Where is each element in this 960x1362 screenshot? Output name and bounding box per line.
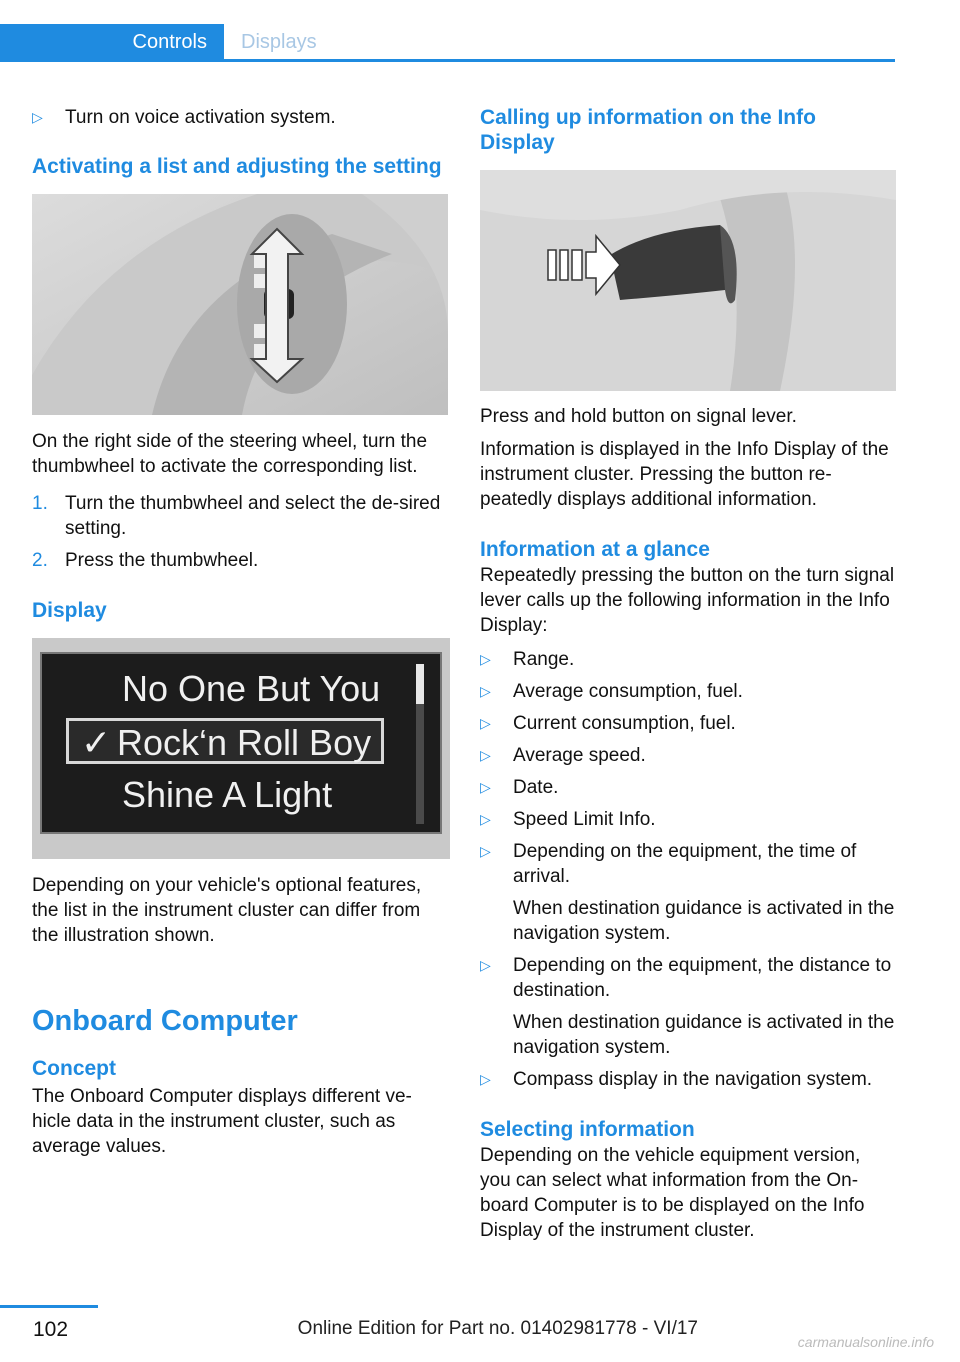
paragraph-info-displayed: Information is displayed in the Info Display of the instrument cluster. Pressing the button re-peatedly displays additional information.: [480, 439, 889, 510]
list-item: [480, 1067, 896, 1092]
heading-onboard-computer: Onboard Computer: [32, 1005, 298, 1037]
triangle-bullet-icon: ▷: [480, 683, 491, 699]
step-number: 2.: [32, 550, 48, 571]
heading-display: Display: [32, 599, 107, 622]
list-item: [480, 743, 896, 768]
triangle-bullet-icon: ▷: [480, 747, 491, 763]
bullet-subtext: When destination guidance is activated in the navigation system.: [513, 898, 895, 944]
watermark: carmanualsonline.info: [797, 1334, 934, 1350]
bullet-text: Speed Limit Info.: [513, 809, 656, 830]
display-item: Shine A Light: [122, 774, 333, 815]
bullet-text: Average speed.: [513, 745, 646, 766]
scrollbar-thumb: [416, 664, 424, 704]
bullet-text: Average consumption, fuel.: [513, 681, 743, 702]
info-bullet-list: [480, 647, 896, 1092]
heading-info-at-glance: Information at a glance: [480, 538, 710, 561]
display-item-label: Rock‘n Roll Boy: [117, 722, 372, 763]
paragraph-thumbwheel: On the right side of the steering wheel, turn the thumbwheel to activate the corresponding list.: [32, 431, 428, 477]
list-item: [480, 711, 896, 736]
step-number: 1.: [32, 493, 48, 514]
scrollbar-track: [416, 704, 424, 824]
list-item: [480, 775, 896, 800]
heading-calling-up-info: Calling up information on the Info Display: [480, 106, 816, 154]
triangle-bullet-icon: ▷: [480, 1071, 491, 1087]
paragraph-glance: Repeatedly pressing the button on the turn signal lever calls up the following information in the Info Display:: [480, 565, 895, 636]
steps-list: [32, 491, 450, 573]
list-item: [480, 807, 896, 832]
triangle-bullet-icon: ▷: [32, 109, 43, 125]
bullet-voice: [32, 105, 450, 130]
list-item: [480, 647, 896, 672]
checkmark-icon: ✓: [81, 722, 112, 763]
bullet-text: Current consumption, fuel.: [513, 713, 736, 734]
list-item: [480, 679, 896, 704]
right-column: [480, 100, 896, 1243]
signal-lever-image: [480, 170, 896, 391]
instrument-list-display-image: [32, 638, 450, 859]
bullet-text: Turn on voice activation system.: [65, 107, 336, 128]
bullet-subtext: When destination guidance is activated in the navigation system.: [513, 1012, 895, 1058]
bullet-text: Depending on the equipment, the distance to destination.: [513, 955, 892, 1001]
triangle-bullet-icon: ▷: [480, 715, 491, 731]
step-text: Turn the thumbwheel and select the de-sired setting.: [65, 493, 441, 539]
bullet-text: Range.: [513, 649, 575, 670]
paragraph-selecting: Depending on the vehicle equipment version, you can select what information from the On-board Computer is to be displayed on the Info Display of the instrument cluster.: [480, 1145, 865, 1241]
heading-concept: Concept: [32, 1057, 116, 1080]
triangle-bullet-icon: ▷: [480, 957, 491, 973]
triangle-bullet-icon: ▷: [480, 843, 491, 859]
triangle-bullet-icon: ▷: [480, 811, 491, 827]
tab-displays[interactable]: Displays: [241, 30, 317, 53]
heading-activating-list: Activating a list and adjusting the setting: [32, 155, 442, 178]
list-item: [480, 839, 896, 889]
bullet-text: Depending on the equipment, the time of arrival.: [513, 841, 857, 887]
list-item: [32, 548, 450, 573]
display-item: No One But You: [122, 668, 381, 709]
footer-rule: [0, 1305, 98, 1308]
bullet-text: Date.: [513, 777, 559, 798]
edition-note: Online Edition for Part no. 01402981778 - VI/17: [297, 1318, 698, 1339]
steering-wheel-thumbwheel-image: [32, 194, 450, 415]
chapter-tabs: [0, 24, 895, 62]
paragraph-depending: Depending on your vehicle's optional features, the list in the instrument cluster can differ from the illustration shown.: [32, 875, 422, 946]
list-item: [480, 953, 896, 1003]
triangle-bullet-icon: ▷: [480, 779, 491, 795]
step-text: Press the thumbwheel.: [65, 550, 259, 571]
paragraph-press-hold: Press and hold button on signal lever.: [480, 406, 797, 427]
heading-selecting-info: Selecting information: [480, 1118, 695, 1141]
list-item: [32, 491, 450, 541]
bullet-text: Compass display in the navigation system.: [513, 1069, 873, 1090]
tab-controls[interactable]: Controls: [0, 24, 224, 60]
page-number: 102: [33, 1318, 69, 1341]
display-item-selected: [66, 718, 384, 764]
triangle-bullet-icon: ▷: [480, 651, 491, 667]
display-panel: [40, 652, 442, 834]
left-column: [32, 100, 450, 1159]
paragraph-concept: The Onboard Computer displays different ve-hicle data in the instrument cluster, such as average values.: [32, 1086, 412, 1157]
